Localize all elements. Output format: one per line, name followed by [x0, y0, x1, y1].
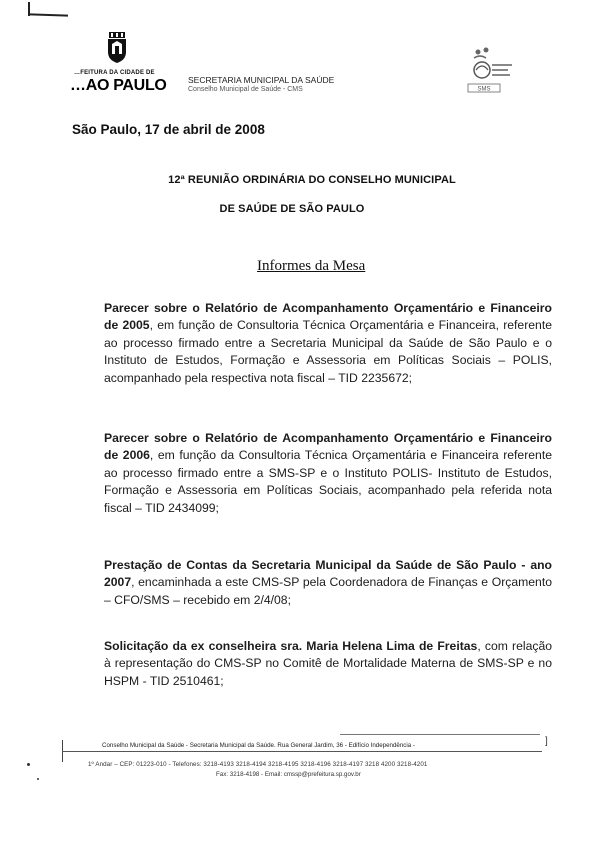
meeting-title-line1: 12ª REUNIÃO ORDINÁRIA DO CONSELHO MUNICIPAL — [168, 174, 456, 186]
footer-bracket: ] — [545, 736, 548, 747]
conselho-label: Conselho Municipal de Saúde - CMS — [188, 86, 303, 93]
secretaria-label: SECRETARIA MUNICIPAL DA SAÚDE — [188, 75, 335, 85]
informe-item — [104, 300, 552, 387]
informe-item-bold: Prestação de Contas da Secretaria Municipal da Saúde de São Paulo - ano 2007 — [104, 558, 552, 590]
scan-artifact — [30, 13, 68, 16]
informe-item — [104, 638, 552, 690]
informe-item-text: , com relação à representação do CMS-SP no Comitê de Mortalidade Materna de SMS-SP e no HSPM - TID 2510461; — [104, 639, 553, 688]
informe-item — [104, 557, 552, 609]
footer-phones: 1º Andar – CEP: 01223-010 - Telefones: 3218-4193 3218-4194 3218-4195 3218-4196 3218-4197 3218 4200 3218-4201 — [88, 761, 428, 768]
footer-divider — [62, 751, 542, 752]
informe-item-bold: Parecer sobre o Relatório de Acompanhamento Orçamentário e Financeiro de 2005 — [104, 301, 552, 333]
prefeitura-label: …FEITURA DA CIDADE DE — [74, 70, 155, 76]
footer-address: Conselho Municipal da Saúde - Secretaria Municipal da Saúde. Rua General Jardim, 36 - Edifício Independência - — [102, 742, 415, 749]
informe-item — [104, 430, 552, 517]
informe-item-text: , em função de Consultoria Técnica Orçamentária e Financeira, referente ao processo firmado entre a Secretaria Municipal da Saúde de São Paulo e o Instituto de Estudos, Formação e Assessoria em Políticas Sociais – POLIS, acompanhado pela respectiva nota fiscal – TID 2235672; — [104, 318, 552, 385]
scan-dot — [37, 778, 39, 780]
scan-dot — [27, 763, 30, 766]
city-crest-icon — [106, 32, 128, 64]
footer-fax-email: Fax: 3218-4198 - Email: cmssp@prefeitura.sp.gov.br — [216, 771, 361, 778]
informe-item-bold: Parecer sobre o Relatório de Acompanhamento Orçamentário e Financeiro de 2006 — [104, 431, 552, 463]
informe-item-text: , em função da Consultoria Técnica Orçamentária e Financeira referente ao processo firmado entre a SMS-SP e o Instituto POLIS- Instituto de Estudos, Formação e Assessoria em Políticas Sociais, acompanhado pela referida nota fiscal – TID 2434099; — [104, 448, 552, 515]
footer-divider — [340, 734, 540, 735]
cms-logo-text: SMS — [477, 86, 491, 93]
informe-item-text: , encaminhada a este CMS-SP pela Coordenadora de Finanças e Orçamento – CFO/SMS – recebido em 2/4/08; — [104, 575, 552, 607]
informe-item-bold: Solicitação da ex conselheira sra. Maria Helena Lima de Freitas — [104, 639, 478, 653]
sao-paulo-wordmark: …AO PAULO — [70, 77, 167, 94]
meeting-title-line2: DE SAÚDE DE SÃO PAULO — [219, 203, 365, 215]
cms-logo-icon — [464, 44, 516, 94]
section-heading: Informes da Mesa — [257, 258, 366, 274]
document-date: São Paulo, 17 de abril de 2008 — [72, 122, 265, 137]
